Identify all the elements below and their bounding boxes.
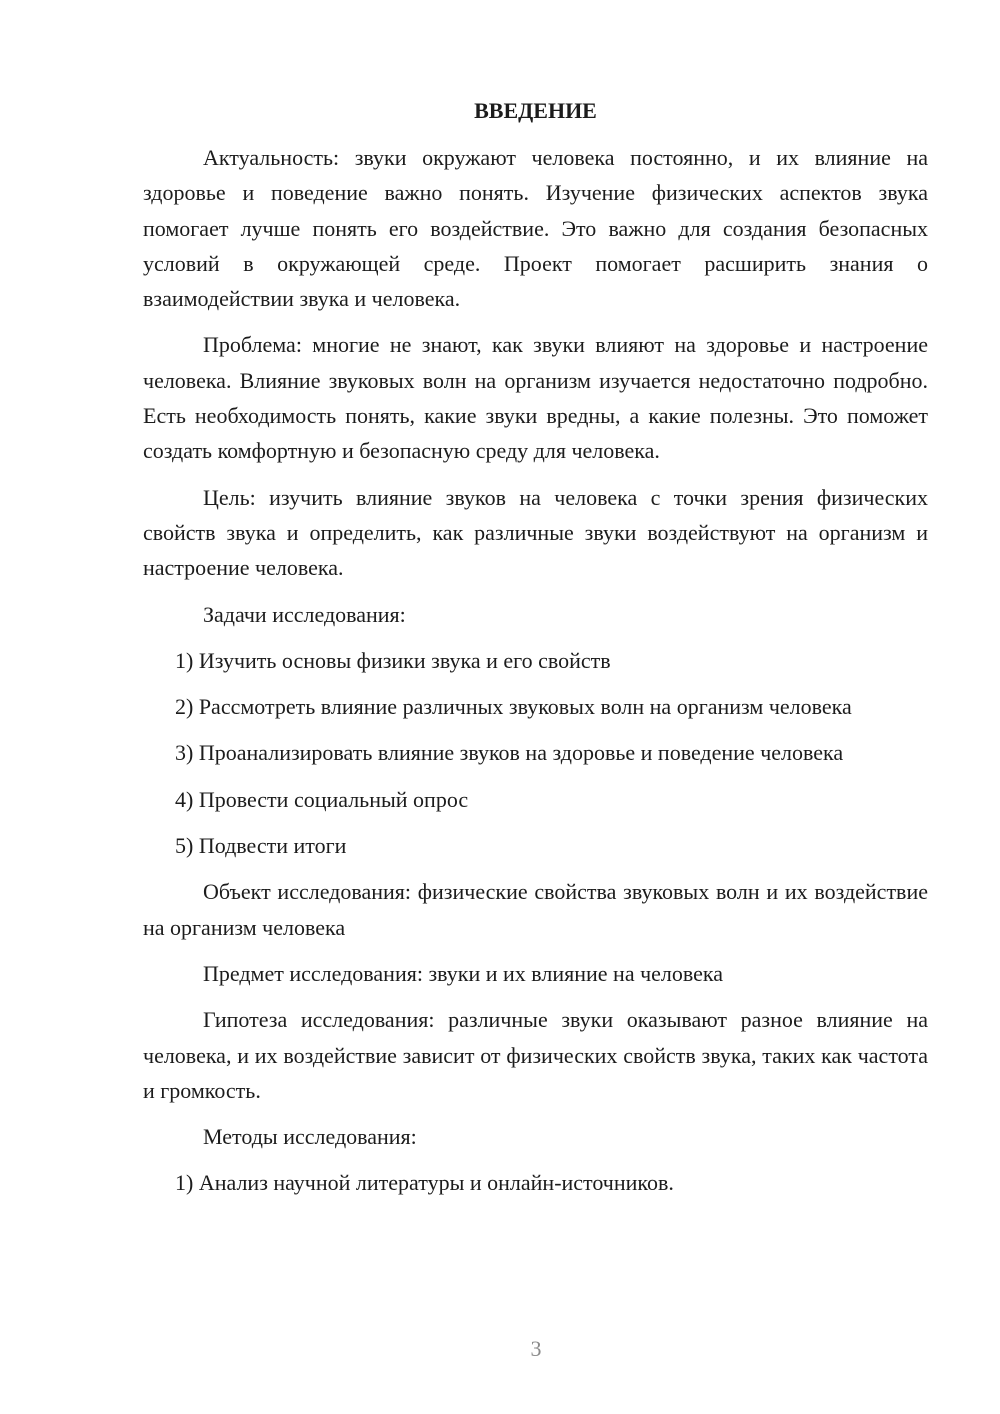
list-item: 5) Подвести итоги xyxy=(175,833,347,859)
paragraph-object: Объект исследования: физические свойства звуковых волн и их воздействие на организм человека xyxy=(143,879,928,940)
paragraph-methods-heading: Методы исследования: xyxy=(203,1124,417,1150)
list-item: 4) Провести социальный опрос xyxy=(175,786,469,812)
page-content xyxy=(143,96,928,1212)
page-number: 3 xyxy=(530,1336,542,1361)
paragraph-goal: Цель: изучить влияние звуков на человека с точки зрения физических свойств звука и определить, как различные звуки воздействуют на организм и настроение человека. xyxy=(143,484,928,581)
list-item: 1) Анализ научной литературы и онлайн-источников. xyxy=(175,1170,674,1196)
paragraph-relevance: Актуальность: звуки окружают человека постоянно, и их влияние на здоровье и поведение важно понять. Изучение физических аспектов звука помогает лучше понять его воздействие. Это важно для создания безопасных условий в окружающей среде. Проект помогает расширить знания о взаимодействии звука и человека. xyxy=(143,145,928,312)
list-item: 1) Изучить основы физики звука и его свойств xyxy=(175,647,611,673)
list-item: 3) Проанализировать влияние звуков на здоровье и поведение человека xyxy=(175,740,844,766)
list-item: 2) Рассмотреть влияние различных звуковых волн на организм человека xyxy=(175,694,852,720)
paragraph-tasks-heading: Задачи исследования: xyxy=(203,601,406,627)
paragraph-problem: Проблема: многие не знают, как звуки влияют на здоровье и настроение человека. Влияние звуковых волн на организм изучается недостаточно подробно. Есть необходимость понять, какие звуки вредны, а какие полезны. Это поможет создать комфортную и безопасную среду для человека. xyxy=(143,332,928,464)
paragraph-subject: Предмет исследования: звуки и их влияние на человека xyxy=(203,960,724,986)
paragraph-hypothesis: Гипотеза исследования: различные звуки оказывают разное влияние на человека, и их воздействие зависит от физических свойств звука, таких как частота и громкость. xyxy=(143,1007,928,1103)
section-title: ВВЕДЕНИЕ xyxy=(474,98,597,123)
